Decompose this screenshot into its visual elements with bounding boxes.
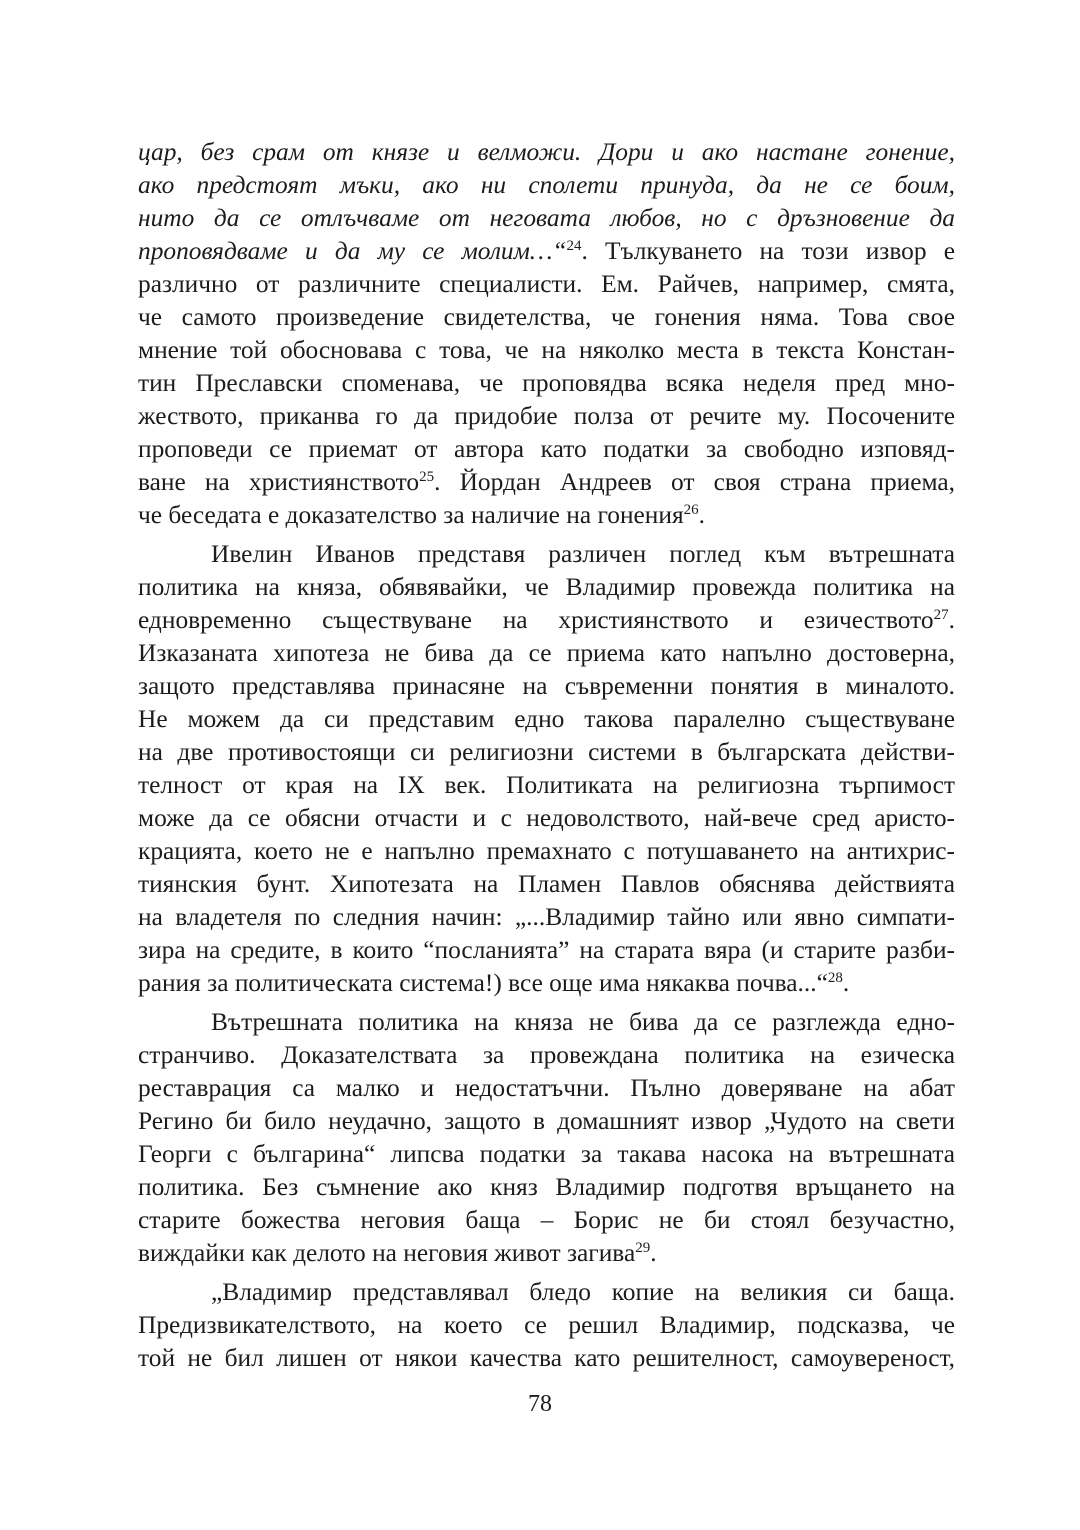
line-text: крацията, което не е напълно премахнато с потушаването на антихрис-	[138, 837, 955, 865]
line-text-rest: .	[842, 969, 850, 997]
paragraph-3	[138, 1006, 955, 1270]
text-line	[138, 934, 955, 967]
line-text: че самото произведение свидетелства, че гонения няма. Това свое	[138, 303, 955, 331]
text-line	[138, 367, 955, 400]
line-text: може да се обясни отчасти и с недоволството, най-вече сред аристо-	[138, 804, 955, 832]
text-line	[138, 571, 955, 604]
quote-text: нито да се отлъчваме от неговата любов, но с дръзновение да	[138, 204, 955, 232]
line-text: Ивелин Иванов представя различен поглед към вътрешната	[211, 540, 955, 568]
line-text: Георги с българина“ липсва податки за такава насока на вътрешната	[138, 1140, 955, 1168]
line-text: Изказаната хипотеза не бива да се приема като напълно достоверна,	[138, 639, 955, 667]
text-line	[138, 1171, 955, 1204]
line-text-rest: .	[698, 501, 706, 529]
text-line	[138, 538, 955, 571]
quote-text: проповядваме и да му се молим…“	[138, 237, 567, 265]
text-line	[138, 1204, 955, 1237]
line-text: той не бил лишен от някои качества като решителност, самоувереност,	[138, 1344, 955, 1372]
text-line	[138, 1237, 955, 1270]
footnote-ref: 25	[419, 469, 435, 485]
footnote-ref: 28	[827, 970, 843, 986]
line-text: че беседата е доказателство за наличие на гонения	[138, 501, 684, 529]
paragraph-4	[138, 1276, 955, 1375]
footnote-ref: 24	[566, 238, 582, 254]
text-line	[138, 703, 955, 736]
text-line	[138, 736, 955, 769]
text-line	[138, 400, 955, 433]
text-line	[138, 967, 955, 1000]
line-text: тин Преславски споменава, че проповядва всяка неделя пред мно-	[138, 369, 955, 397]
text-line	[138, 802, 955, 835]
text-line	[138, 1276, 955, 1309]
line-text: мнение той обосновава с това, че на няколко места в текста Констан-	[138, 336, 955, 364]
footnote-ref: 29	[635, 1240, 651, 1256]
line-text: реставрация са малко и недостатъчни. Пълно доверяване на абат	[138, 1074, 955, 1102]
line-text-rest: . Йордан Андреев от своя страна приема,	[434, 468, 955, 496]
text-line	[138, 1072, 955, 1105]
line-text: проповеди се приемат от автора като податки за свободно изповяд-	[138, 435, 955, 463]
text-line	[138, 1105, 955, 1138]
line-text-rest: .	[948, 606, 955, 634]
footnote-ref: 26	[683, 502, 699, 518]
page-body	[138, 136, 955, 1375]
text-line	[138, 901, 955, 934]
line-text: различно от различните специалисти. Ем. Райчев, например, смята,	[138, 270, 955, 298]
line-text: виждайки как делото на неговия живот загива	[138, 1239, 636, 1267]
line-text: старите божества неговия баща – Борис не би стоял безучастно,	[138, 1206, 955, 1234]
paragraph-2	[138, 538, 955, 1000]
text-line	[138, 235, 955, 268]
text-line	[138, 604, 955, 637]
line-text: рания за политическата система!) все още има някаква почва...“	[138, 969, 828, 997]
text-line	[138, 301, 955, 334]
line-text: политика на княза, обявявайки, че Владимир провежда политика на	[138, 573, 955, 601]
line-text: зира на средите, в които “посланията” на старата вяра (и старите разби-	[138, 936, 955, 964]
paragraph-1	[138, 136, 955, 532]
text-line	[138, 136, 955, 169]
line-text: на две противостоящи си религиозни системи в българската действи-	[138, 738, 955, 766]
line-text: телност от края на IX век. Политиката на религиозна търпимост	[138, 771, 955, 799]
line-text: Регино би било неудачно, защото в домашният извор „Чудото на свети	[138, 1107, 955, 1135]
line-text: тиянския бунт. Хипотезата на Пламен Павлов обяснява действията	[138, 870, 955, 898]
text-line	[138, 466, 955, 499]
text-line	[138, 433, 955, 466]
line-text: ване на християнството	[138, 468, 420, 496]
line-text: политика. Без съмнение ако княз Владимир подготвя връщането на	[138, 1173, 955, 1201]
text-line	[138, 169, 955, 202]
line-text: Вътрешната политика на княза не бива да се разглежда едно-	[211, 1008, 955, 1036]
quote-text: цар, без срам от князе и велможи. Дори и ако настане гонение,	[138, 138, 955, 166]
line-text: странчиво. Доказателствата за провеждана политика на езическа	[138, 1041, 955, 1069]
text-line	[138, 202, 955, 235]
quote-text: ако предстоят мъки, ако ни сполети принуда, да не се боим,	[138, 171, 955, 199]
text-line	[138, 868, 955, 901]
footnote-ref: 27	[933, 607, 949, 623]
line-text: защото представлява принасяне на съвременни понятия в миналото.	[138, 672, 955, 700]
text-line	[138, 670, 955, 703]
main-text	[138, 136, 955, 1375]
text-line	[138, 1342, 955, 1375]
line-text: жеството, приканва го да придобие полза от речите му. Посочените	[138, 402, 955, 430]
line-text: Не можем да си представим едно такова паралелно съществуване	[138, 705, 955, 733]
text-line	[138, 1138, 955, 1171]
line-text-rest: .	[650, 1239, 657, 1267]
line-text: Предизвикателството, на което се решил Владимир, подсказва, че	[138, 1311, 955, 1339]
text-line	[138, 637, 955, 670]
text-line	[138, 835, 955, 868]
text-line	[138, 334, 955, 367]
text-line	[138, 1006, 955, 1039]
text-line	[138, 268, 955, 301]
line-text: „Владимир представлявал бледо копие на великия си баща.	[211, 1278, 955, 1306]
text-line	[138, 499, 955, 532]
line-text-rest: . Тълкуването на този извор е	[581, 237, 955, 265]
text-line	[138, 1039, 955, 1072]
line-text: на владетеля по следния начин: „...Владимир тайно или явно симпати-	[138, 903, 955, 931]
line-text: едновременно съществуване на християнството и езичеството	[138, 606, 934, 634]
text-line	[138, 769, 955, 802]
text-line	[138, 1309, 955, 1342]
page-number: 78	[528, 1391, 552, 1417]
